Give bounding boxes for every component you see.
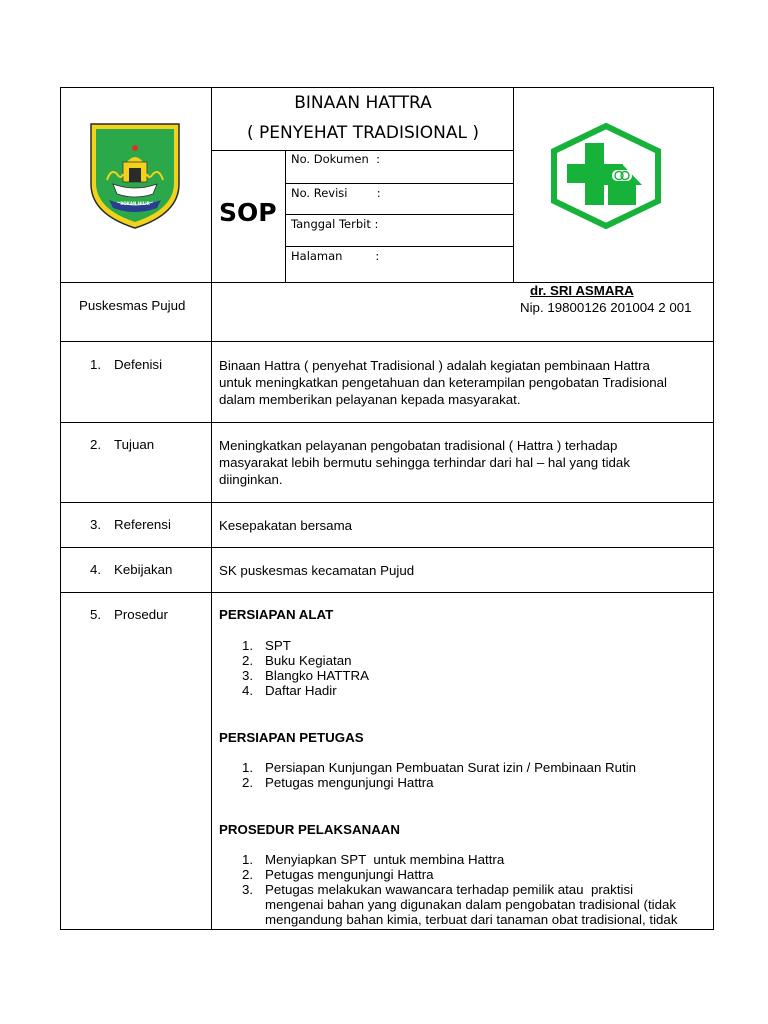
page-field: Halaman : bbox=[291, 249, 380, 263]
row-line-1 bbox=[60, 422, 714, 423]
page-subtitle: ( PENYEHAT TRADISIONAL ) bbox=[246, 123, 480, 143]
list-item-number: 2. bbox=[242, 653, 254, 668]
list-item-number: 3. bbox=[242, 882, 254, 897]
section-number: 4. bbox=[90, 562, 102, 577]
section-text-line: diinginkan. bbox=[219, 472, 283, 487]
field-line-2 bbox=[285, 214, 514, 215]
section-label: Kebijakan bbox=[114, 562, 173, 577]
section-text-line: masyarakat lebih bermutu sehingga terhindar dari hal – hal yang tidak bbox=[219, 455, 630, 470]
section-text-line: Kesepakatan bersama bbox=[219, 518, 353, 533]
signatory-name: dr. SRI ASMARA bbox=[530, 283, 634, 298]
row-line-3 bbox=[60, 547, 714, 548]
section-text-line: dalam memberikan pelayanan kepada masyarakat. bbox=[219, 392, 521, 407]
list-item-text: Petugas melakukan wawancara terhadap pemilik atau praktisi bbox=[265, 882, 634, 897]
list-item-text: Menyiapkan SPT untuk membina Hattra bbox=[265, 852, 505, 867]
section-label: Defenisi bbox=[114, 357, 163, 372]
list-item-number: 1. bbox=[242, 852, 254, 867]
list-item-text: mengandung bahan kimia, terbuat dari tanaman obat tradisional, tidak bbox=[265, 912, 678, 927]
procedure-heading-petugas: PERSIAPAN PETUGAS bbox=[219, 730, 364, 745]
section-text-line: SK puskesmas kecamatan Pujud bbox=[219, 563, 415, 578]
row-line-signature bbox=[60, 341, 714, 342]
doc-number-field: No. Dokumen : bbox=[291, 152, 380, 166]
puskesmas-logo bbox=[550, 123, 662, 229]
list-item-text: Daftar Hadir bbox=[265, 683, 337, 698]
row-line-2 bbox=[60, 502, 714, 503]
list-item-number: 4. bbox=[242, 683, 254, 698]
list-item-text: Buku Kegiatan bbox=[265, 653, 352, 668]
list-item-number: 2. bbox=[242, 867, 254, 882]
signatory-nip: Nip. 19800126 201004 2 001 bbox=[520, 300, 692, 315]
table-border-bottom bbox=[60, 929, 714, 930]
list-item-number: 1. bbox=[242, 760, 254, 775]
list-item-continued bbox=[0, 912, 713, 929]
procedure-heading-pelaksanaan: PROSEDUR PELAKSANAAN bbox=[219, 822, 401, 837]
sop-label: SOP bbox=[219, 198, 277, 227]
title-underline bbox=[211, 150, 514, 151]
section-label: Tujuan bbox=[114, 437, 155, 452]
section-number: 5. bbox=[90, 607, 102, 622]
field-line-1 bbox=[285, 183, 514, 184]
table-border-right bbox=[713, 87, 714, 930]
header-right-divider bbox=[513, 87, 514, 283]
logo-caption: ROKAN HILIR bbox=[120, 201, 150, 206]
issue-date-field: Tanggal Terbit : bbox=[291, 217, 379, 231]
column-divider bbox=[211, 87, 212, 930]
table-border-top bbox=[60, 87, 714, 88]
list-item-text: Blangko HATTRA bbox=[265, 668, 369, 683]
field-line-3 bbox=[285, 246, 514, 247]
table-border-left bbox=[60, 87, 61, 930]
sop-divider bbox=[285, 150, 286, 282]
list-item-text: SPT bbox=[265, 638, 291, 653]
section-label: Referensi bbox=[114, 517, 171, 532]
section-number: 3. bbox=[90, 517, 102, 532]
section-text-line: Binaan Hattra ( penyehat Tradisional ) adalah kegiatan pembinaan Hattra bbox=[219, 358, 650, 373]
section-number: 1. bbox=[90, 357, 102, 372]
list-item-text: Petugas mengunjungi Hattra bbox=[265, 867, 434, 882]
unit-name: Puskesmas Pujud bbox=[79, 298, 186, 313]
list-item-number: 3. bbox=[242, 668, 254, 683]
procedure-heading-alat: PERSIAPAN ALAT bbox=[219, 607, 334, 622]
list-item-text: mengenai bahan yang digunakan dalam pengobatan tradisional (tidak bbox=[265, 897, 677, 912]
list-item-text: Petugas mengunjungi Hattra bbox=[265, 775, 434, 790]
section-number: 2. bbox=[90, 437, 102, 452]
rokan-hilir-logo bbox=[87, 122, 183, 230]
section-text-line: untuk meningkatkan pengetahuan dan keterampilan pengobatan Tradisional bbox=[219, 375, 667, 390]
list-item-number: 1. bbox=[242, 638, 254, 653]
list-item-number: 2. bbox=[242, 775, 254, 790]
revision-field: No. Revisi : bbox=[291, 186, 381, 200]
page-title: BINAAN HATTRA bbox=[294, 93, 432, 113]
section-text-line: Meningkatkan pelayanan pengobatan tradisional ( Hattra ) terhadap bbox=[219, 438, 618, 453]
section-label: Prosedur bbox=[114, 607, 168, 622]
list-item-text: Persiapan Kunjungan Pembuatan Surat izin / Pembinaan Rutin bbox=[265, 760, 637, 775]
row-line-4 bbox=[60, 592, 714, 593]
